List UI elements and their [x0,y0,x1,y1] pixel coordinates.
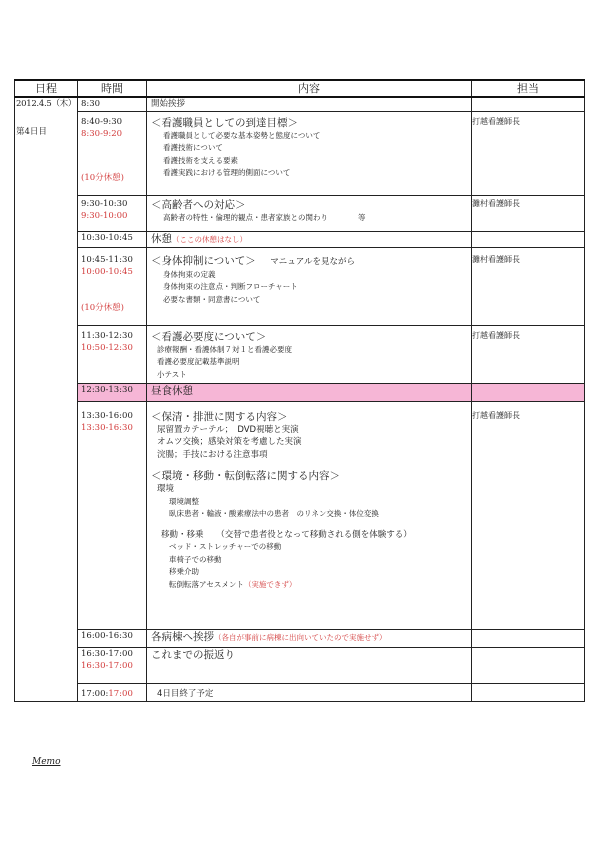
schedule-table [14,79,585,702]
staff-cell: 打越看護師長 [472,111,585,195]
content-line: 看護技術を支える要素 [163,155,238,165]
content-cell [147,97,472,111]
content-line: ベッド・ストレッチャーでの移動 [169,542,282,551]
schedule-row [15,629,585,647]
content-line: 看護必要度記載基準説明 [157,357,240,366]
staff-cell [472,683,585,701]
schedule-row [15,383,585,401]
time-cell [78,383,147,401]
section-heading: 昼食休憩 [151,384,193,397]
staff-cell: 打越看護師長 [472,401,585,629]
content-line: 看護技術について [163,143,223,152]
schedule-row [15,647,585,683]
content-line: 看護実践における管理的側面について [163,168,291,177]
header-time: 時間 [78,80,147,97]
header-content: 内容 [147,80,472,97]
time-text-red: 16:30-17:00 [81,660,133,671]
schedule-row [15,231,585,247]
time-text-red: 10:00-10:45 [81,266,133,277]
time-cell [78,683,147,701]
section-heading: ＜身体抑制について＞ マニュアルを見ながら [151,254,355,267]
time-text: 16:00-16:30 [81,630,133,641]
day-label: 第4日目 [16,127,47,137]
content-line: 車椅子での移動 [169,554,222,564]
content-line: 身体拘束の定義 [163,269,216,279]
staff-cell: 灘村看護師長 [472,195,585,231]
content-cell [147,247,472,325]
staff-cell [472,629,585,647]
time-text-red: 17:00 [108,688,133,699]
content-line: 転倒転落アセスメント（実施できず） [169,579,297,589]
schedule-row [15,195,585,231]
time-text: 8:30 [81,99,101,109]
annotation-note: （実施できず） [243,579,297,589]
time-cell [78,629,147,647]
content-line: 尿留置カテーテル； DVD視聴と実演 [157,424,299,435]
annotation-note: （各自が事前に病棟に出向いていたので実施せず） [214,632,387,642]
break-note: (10分休憩) [81,302,124,313]
content-line: 環境 [157,484,175,494]
break-note: (10分休憩) [81,172,124,183]
content-line: 移乗介助 [169,567,199,576]
time-cell [78,195,147,231]
date-text: 2012.4.5（木） [16,99,77,109]
time-text: 13:30-16:00 [81,410,133,421]
time-text: 17:00:17:00 [81,688,133,699]
content-line [147,461,471,469]
content-line [147,521,471,529]
content-line: 高齢者の特性・倫理的観点・患者家族との関わり 等 [163,212,366,222]
content-line: オムツ交換；感染対策を考慮した実演 [157,437,302,447]
time-text: 8:40-9:30 [81,116,123,127]
section-heading: 休憩（ここの休憩はなし） [151,232,247,245]
content-cell [147,231,472,247]
content-cell [147,325,472,383]
section-heading: ＜環境・移動・転倒転落に関する内容＞ [151,470,340,482]
staff-cell: 打越看護師長 [472,325,585,383]
table-header-row [15,80,585,97]
time-text: 10:30-10:45 [81,232,133,243]
time-cell [78,325,147,383]
content-line: 診療報酬・看護体制７対１と看護必要度 [157,344,292,354]
content-line: 身体拘束の注意点・判断フローチャート [163,282,298,291]
content-cell [147,401,472,629]
staff-cell [472,647,585,683]
schedule-row [15,247,585,325]
time-text: 16:30-17:00 [81,648,133,659]
date-cell [15,97,78,701]
content-line: 小テスト [157,369,187,379]
heading-extra: マニュアルを見ながら [261,256,355,267]
schedule-row [15,111,585,195]
time-cell [78,111,147,195]
content-cell [147,383,472,401]
staff-cell [472,97,585,111]
annotation-note: （ここの休憩はなし） [172,234,247,244]
time-text-red: 9:30-10:00 [81,210,128,221]
content-cell [147,647,472,683]
header-date: 日程 [15,80,78,97]
section-heading: ＜看護職員としての到達目標＞ [151,116,298,129]
schedule-row [15,401,585,629]
content-line: 4日目終了予定 [157,688,214,699]
content-line: 臥床患者・輸液・酸素療法中の患者 のリネン交換・体位変換 [169,509,379,518]
schedule-row [15,325,585,383]
section-heading: 各病棟へ挨拶（各自が事前に病棟に出向いていたので実施せず） [151,630,387,643]
staff-cell [472,383,585,401]
section-heading: これまでの振返り [151,648,235,661]
content-line: 移動・移乗 （交替で患者役となって移動される側を体験する） [161,529,412,540]
time-text: 11:30-12:30 [81,330,133,341]
content-line: 看護職員として必要な基本姿勢と態度について [163,130,321,140]
content-cell [147,195,472,231]
content-cell [147,111,472,195]
time-cell [78,647,147,683]
content-line: 環境調整 [169,496,199,506]
content-line: 開始挨拶 [151,99,186,109]
content-line: 浣腸；手技における注意事項 [157,449,268,460]
time-text: 12:30-13:30 [81,384,133,395]
header-staff: 担当 [472,80,585,97]
staff-cell: 灘村看護師長 [472,247,585,325]
time-cell [78,97,147,111]
time-text: 9:30-10:30 [81,198,128,209]
time-text-red: 13:30-16:30 [81,422,133,433]
schedule-row [15,97,585,111]
section-heading: ＜看護必要度について＞ [151,330,267,343]
content-cell [147,629,472,647]
section-heading: ＜高齢者への対応＞ [151,198,246,211]
content-cell [147,683,472,701]
time-cell [78,231,147,247]
time-text-red: 8:30-9:20 [81,128,123,139]
content-line: 必要な書類・同意書について [163,294,261,304]
schedule-row [15,683,585,701]
time-text: 10:45-11:30 [81,254,133,265]
time-text-red: 10:50-12:30 [81,342,133,353]
section-heading: ＜保清・排泄に関する内容＞ [151,410,288,423]
time-cell [78,247,147,325]
staff-cell [472,231,585,247]
memo-label: Memo [32,757,61,767]
time-cell [78,401,147,629]
